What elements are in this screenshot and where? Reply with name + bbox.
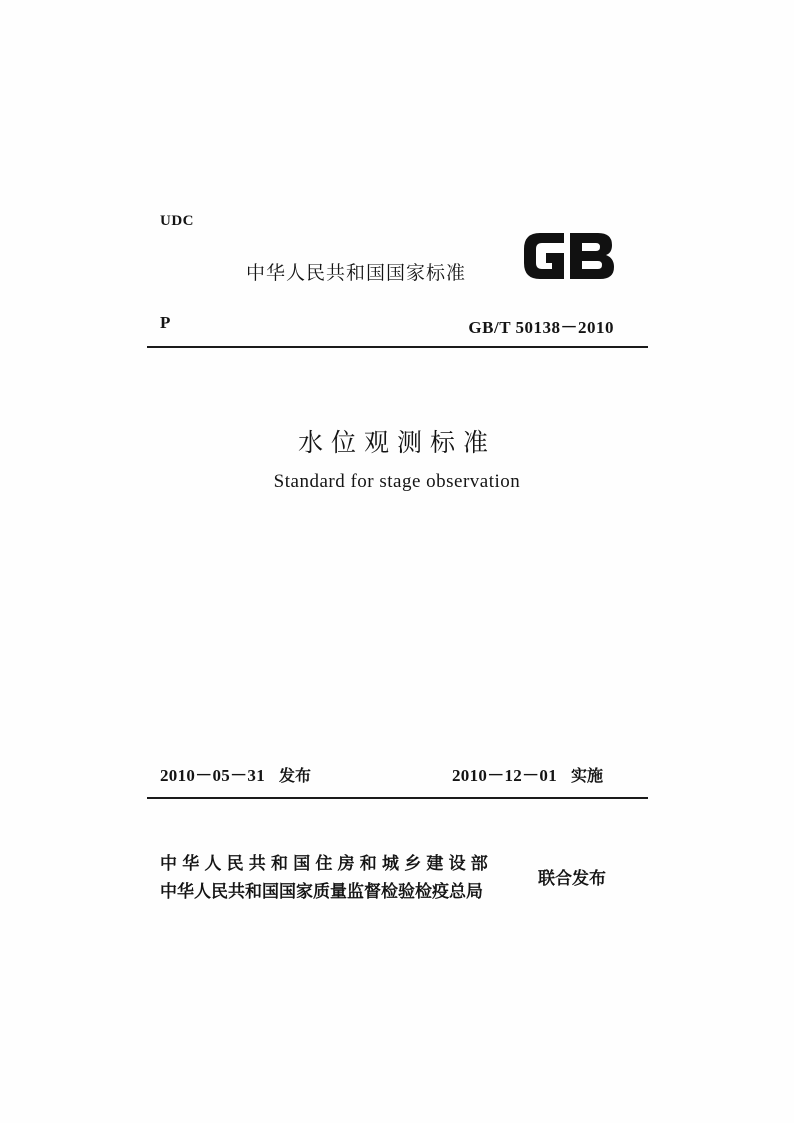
bottom-divider	[147, 797, 648, 799]
implement-date-row	[452, 761, 603, 786]
gb-logo	[520, 227, 616, 285]
publish-date-row	[160, 761, 311, 786]
issuer-aqsiq: 中华人民共和国国家质量监督检验检疫总局	[160, 882, 483, 902]
issuing-authorities	[160, 850, 493, 906]
top-divider	[147, 346, 648, 348]
implement-label: 实施	[571, 766, 604, 785]
title-chinese: 水位观测标准	[297, 428, 496, 457]
joint-issue-label: 联合发布	[538, 869, 606, 889]
issuer-ministry: 中华人民共和国住房和城乡建设部	[160, 854, 493, 874]
publish-label: 发布	[279, 766, 312, 785]
category-code: P	[160, 313, 171, 332]
national-standard-heading: 中华人民共和国国家标准	[246, 262, 467, 284]
standard-number: GB/T 50138－2010	[468, 318, 614, 337]
title-english: Standard for stage observation	[273, 471, 521, 492]
publish-date: 2010－05－31	[160, 766, 265, 785]
implement-date: 2010－12－01	[452, 766, 557, 785]
udc-label: UDC	[160, 213, 194, 229]
